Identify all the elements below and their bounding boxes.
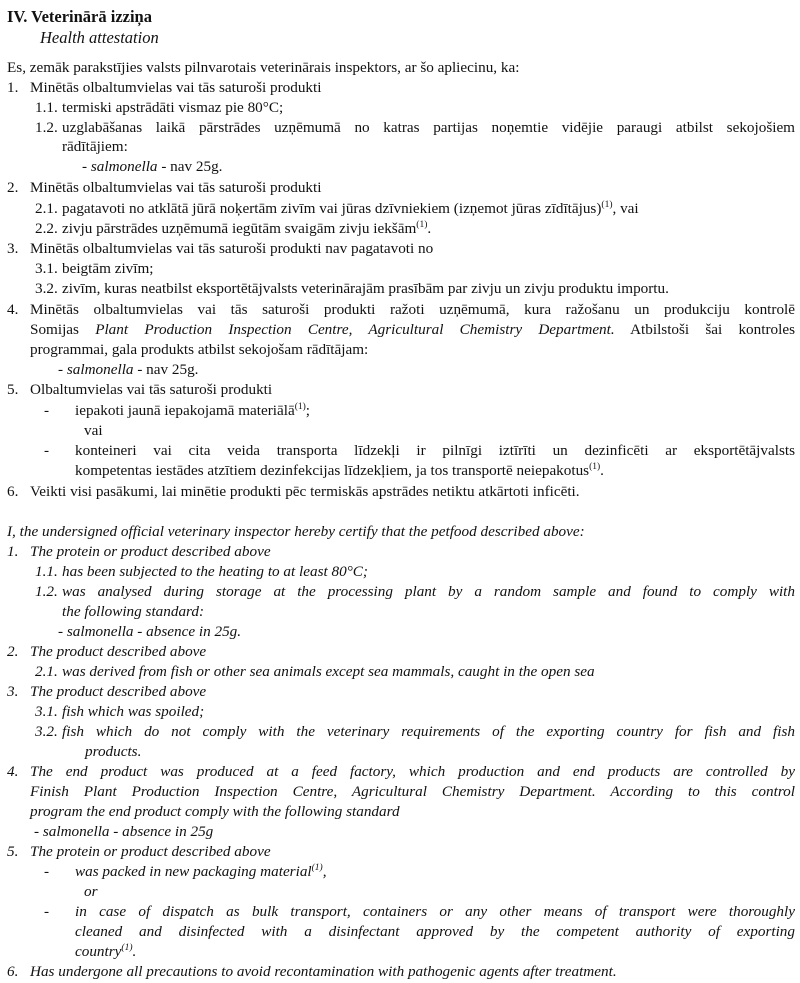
lv-intro: Es, zemāk parakstījies valsts pilnvarotais veterinārais inspektors, ar šo apliecinu, ka: — [7, 59, 520, 76]
section-title: IV. Veterinārā izziņa — [7, 7, 152, 26]
en-item-5-bullet-2-line-2: cleaned and disinfected with a disinfectant approved by the competent authority of exporting — [75, 923, 795, 940]
lv-item-2-1-text: pagatavoti no atklātā jūrā noķertām zivīm vai jūras dzīvniekiem (izņemot jūras zīdītājus)$^{(1)}$, vai — [62, 200, 639, 217]
en-intro: I, the undersigned official veterinary inspector hereby certify that the petfood described above: — [7, 523, 585, 540]
lv-item-4-line-3: programmai, gala produkts atbilst sekojošam rādītājam: — [30, 341, 369, 358]
en-item-3-num: 3. — [7, 683, 19, 700]
lv-item-4-line-2: Somijas Plant Production Inspection Centre, Agricultural Chemistry Department. Atbilstoši šai kontroles — [30, 321, 795, 338]
en-item-2-text: The product described above — [30, 643, 207, 660]
lv-item-1-1-text: termiski apstrādāti vismaz pie 80°C; — [62, 99, 284, 116]
lv-item-5-or: vai — [84, 422, 103, 439]
en-item-4-standard: - salmonella - absence in 25g — [34, 823, 214, 840]
lv-item-5-bullet-1: iepakoti jaunā iepakojamā materiālā$^{(1)}$; — [75, 402, 311, 419]
lv-item-3-text: Minētās olbaltumvielas vai tās saturoši produkti nav pagatavoti no — [30, 240, 434, 257]
lv-item-3-2-num: 3.2. — [35, 280, 58, 297]
lv-item-1-1-num: 1.1. — [35, 99, 58, 116]
en-item-5-num: 5. — [7, 843, 19, 860]
en-item-1-2-num: 1.2. — [35, 583, 58, 600]
lv-item-3-num: 3. — [7, 240, 19, 257]
en-item-4-line-3: program the end product comply with the following standard — [30, 803, 400, 820]
lv-item-6-text: Veikti visi pasākumi, lai minētie produkti pēc termiskās apstrādes netiktu atkārtoti inficēti. — [30, 483, 580, 500]
lv-item-2-2-text: zivju pārstrādes uzņēmumā iegūtām svaigām zivju iekšām$^{(1)}$. — [62, 220, 432, 237]
en-item-3-text: The product described above — [30, 683, 207, 700]
lv-item-1-2-line-1: uzglabāšanas laikā pārstrādes uzņēmumā no katras partijas noņemtie vidējie paraugi atbilst sekojošiem — [62, 119, 795, 136]
en-item-4-num: 4. — [7, 763, 19, 780]
en-item-5-bullet-1: was packed in new packaging material$^{(1)}$, — [75, 863, 327, 880]
en-item-5-text: The protein or product described above — [30, 843, 271, 860]
en-item-1-2-line-1: was analysed during storage at the processing plant by a random sample and found to comply with — [62, 583, 795, 600]
en-item-4-line-2: Finish Plant Production Inspection Centre, Agricultural Chemistry Department. According to this control — [30, 783, 795, 800]
lv-item-5-text: Olbaltumvielas vai tās saturoši produkti — [30, 381, 273, 398]
lv-item-5-num: 5. — [7, 381, 19, 398]
en-item-5-bullet-2-line-3: country$^{(1)}$. — [75, 943, 137, 960]
lv-item-4-standard: - salmonella - nav 25g. — [58, 361, 199, 378]
en-item-1-num: 1. — [7, 543, 19, 560]
section-subtitle: Health attestation — [40, 28, 159, 47]
en-item-1-2-standard: - salmonella - absence in 25g. — [58, 623, 242, 640]
lv-item-2-text: Minētās olbaltumvielas vai tās saturoši produkti — [30, 179, 322, 196]
lv-item-4-num: 4. — [7, 301, 19, 318]
en-item-3-2-num: 3.2. — [35, 723, 58, 740]
en-item-2-1-text: was derived from fish or other sea animals except sea mammals, caught in the open sea — [62, 663, 595, 680]
en-item-5-bullet-2-dash: - — [44, 903, 50, 920]
en-item-1-1-text: has been subjected to the heating to at least 80°C; — [62, 563, 368, 580]
en-item-1-text: The protein or product described above — [30, 543, 271, 560]
en-item-2-num: 2. — [7, 643, 19, 660]
en-item-6-num: 6. — [7, 963, 19, 980]
en-item-3-1-text: fish which was spoiled; — [62, 703, 205, 720]
en-item-1-1-num: 1.1. — [35, 563, 58, 580]
lv-item-3-1-text: beigtām zivīm; — [62, 260, 154, 277]
en-item-5-or: or — [84, 883, 98, 900]
lv-item-4-line-1: Minētās olbaltumvielas vai tās saturoši produkti ražoti uzņēmumā, kura ražošanu un produkciju kontrolē — [30, 301, 795, 318]
lv-item-2-1-num: 2.1. — [35, 200, 58, 217]
lv-item-1-2-standard: - salmonella - nav 25g. — [82, 158, 223, 175]
lv-item-1-text: Minētās olbaltumvielas vai tās saturoši produkti — [30, 79, 322, 96]
en-item-5-bullet-1-dash: - — [44, 863, 50, 880]
lv-item-1-2-num: 1.2. — [35, 119, 58, 136]
en-item-3-2-line-2: products. — [85, 743, 142, 760]
lv-item-5-bullet-2-dash: - — [44, 442, 50, 459]
en-item-4-line-1: The end product was produced at a feed factory, which production and end products are controlled by — [30, 763, 795, 780]
lv-item-5-bullet-2-line-2: kompetentas iestādes atzītiem dezinfekcijas līdzekļiem, ja tos transportē neiepakotus$^{(1)}$. — [75, 462, 604, 479]
en-item-1-2-line-2: the following standard: — [62, 603, 205, 620]
lv-item-5-bullet-1-dash: - — [44, 402, 50, 419]
lv-item-3-1-num: 3.1. — [35, 260, 58, 277]
en-item-3-1-num: 3.1. — [35, 703, 58, 720]
lv-item-2-2-num: 2.2. — [35, 220, 58, 237]
lv-item-6-num: 6. — [7, 483, 19, 500]
lv-item-1-2-line-2: rādītājiem: — [62, 138, 128, 155]
en-item-5-bullet-2-line-1: in case of dispatch as bulk transport, containers or any other means of transport were thoroughly — [75, 903, 795, 920]
lv-item-2-num: 2. — [7, 179, 19, 196]
en-item-3-2-line-1: fish which do not comply with the veterinary requirements of the exporting country for fish and fish — [62, 723, 795, 740]
lv-item-5-bullet-2-line-1: konteineri vai cita veida transporta līdzekļi ir pilnīgi iztīrīti un dezinficēti ar eksportētājvalsts — [75, 442, 795, 459]
en-item-2-1-num: 2.1. — [35, 663, 58, 680]
lv-item-1-num: 1. — [7, 79, 19, 96]
en-item-6-text: Has undergone all precautions to avoid recontamination with pathogenic agents after treatment. — [30, 963, 617, 980]
lv-item-3-2-text: zivīm, kuras neatbilst eksportētājvalsts veterinārajām prasībām par zivju un zivju produktu importu. — [62, 280, 669, 297]
